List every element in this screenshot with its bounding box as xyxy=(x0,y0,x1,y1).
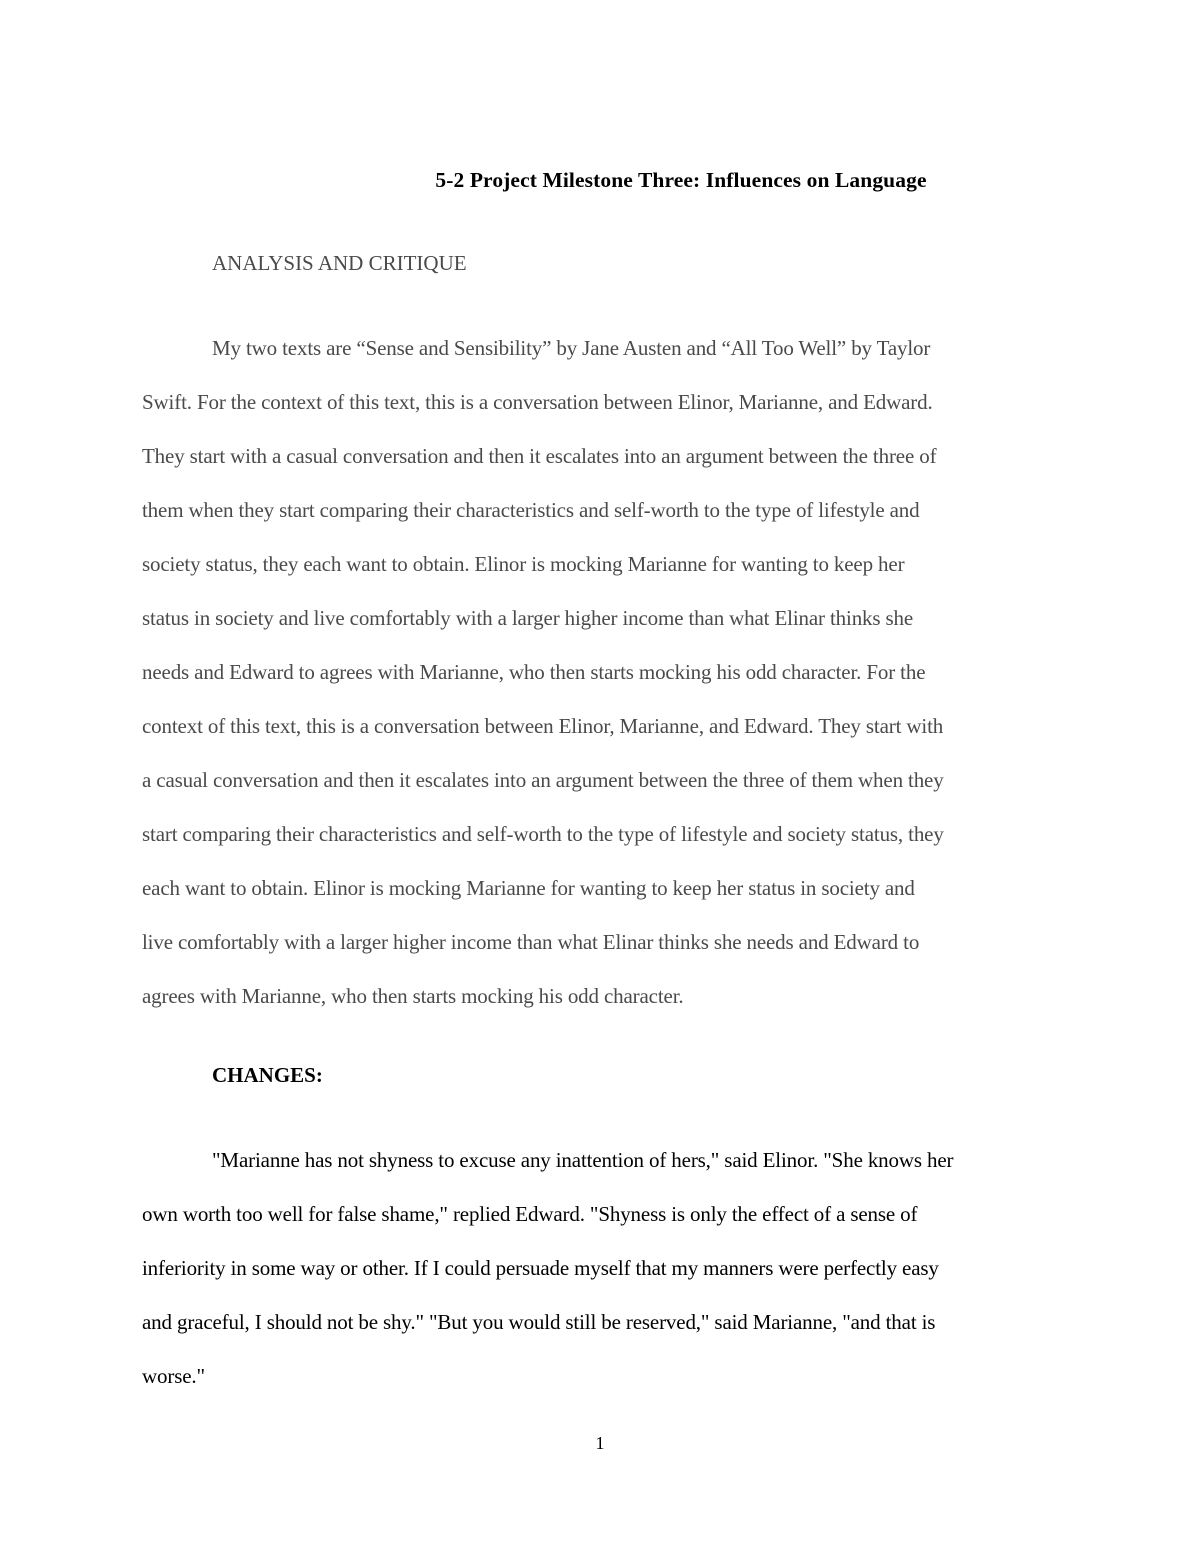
paragraph-line: worse." xyxy=(142,1364,205,1388)
paragraph-line: and graceful, I should not be shy." "But you would still be reserved," said Marianne, "and that is xyxy=(142,1310,936,1334)
paragraph-line: context of this text, this is a conversation between Elinor, Marianne, and Edward. They start with xyxy=(142,714,944,738)
paragraph-line: society status, they each want to obtain. Elinor is mocking Marianne for wanting to keep her xyxy=(142,552,905,576)
paragraph-line: each want to obtain. Elinor is mocking Marianne for wanting to keep her status in society and xyxy=(142,876,915,900)
paragraph-line: They start with a casual conversation and then it escalates into an argument between the three of xyxy=(142,444,937,468)
paragraph-line: "Marianne has not shyness to excuse any inattention of hers," said Elinor. "She knows her xyxy=(212,1148,954,1172)
page-number: 1 xyxy=(595,1433,605,1453)
paragraph-line: status in society and live comfortably with a larger higher income than what Elinar thinks she xyxy=(142,606,914,630)
paragraph-line: My two texts are “Sense and Sensibility” by Jane Austen and “All Too Well” by Taylor xyxy=(212,336,931,360)
paragraph-line: needs and Edward to agrees with Marianne, who then starts mocking his odd character. For the xyxy=(142,660,926,684)
paragraph-line: inferiority in some way or other. If I could persuade myself that my manners were perfectly easy xyxy=(142,1256,939,1280)
paragraph-line: a casual conversation and then it escalates into an argument between the three of them when they xyxy=(142,768,944,792)
document-title: 5-2 Project Milestone Three: Influences on Language xyxy=(435,168,927,192)
paragraph-line: own worth too well for false shame," replied Edward. "Shyness is only the effect of a sense of xyxy=(142,1202,918,1226)
section-heading-analysis: ANALYSIS AND CRITIQUE xyxy=(212,251,467,275)
paragraph-line: agrees with Marianne, who then starts mocking his odd character. xyxy=(142,984,684,1008)
paragraph-line: start comparing their characteristics and self-worth to the type of lifestyle and society status, they xyxy=(142,822,944,846)
paragraph-line: Swift. For the context of this text, this is a conversation between Elinor, Marianne, and Edward. xyxy=(142,390,933,414)
paragraph-line: them when they start comparing their characteristics and self-worth to the type of lifestyle and xyxy=(142,498,920,522)
section-heading-changes: CHANGES: xyxy=(212,1063,323,1087)
paragraph-line: live comfortably with a larger higher income than what Elinar thinks she needs and Edward to xyxy=(142,930,920,954)
